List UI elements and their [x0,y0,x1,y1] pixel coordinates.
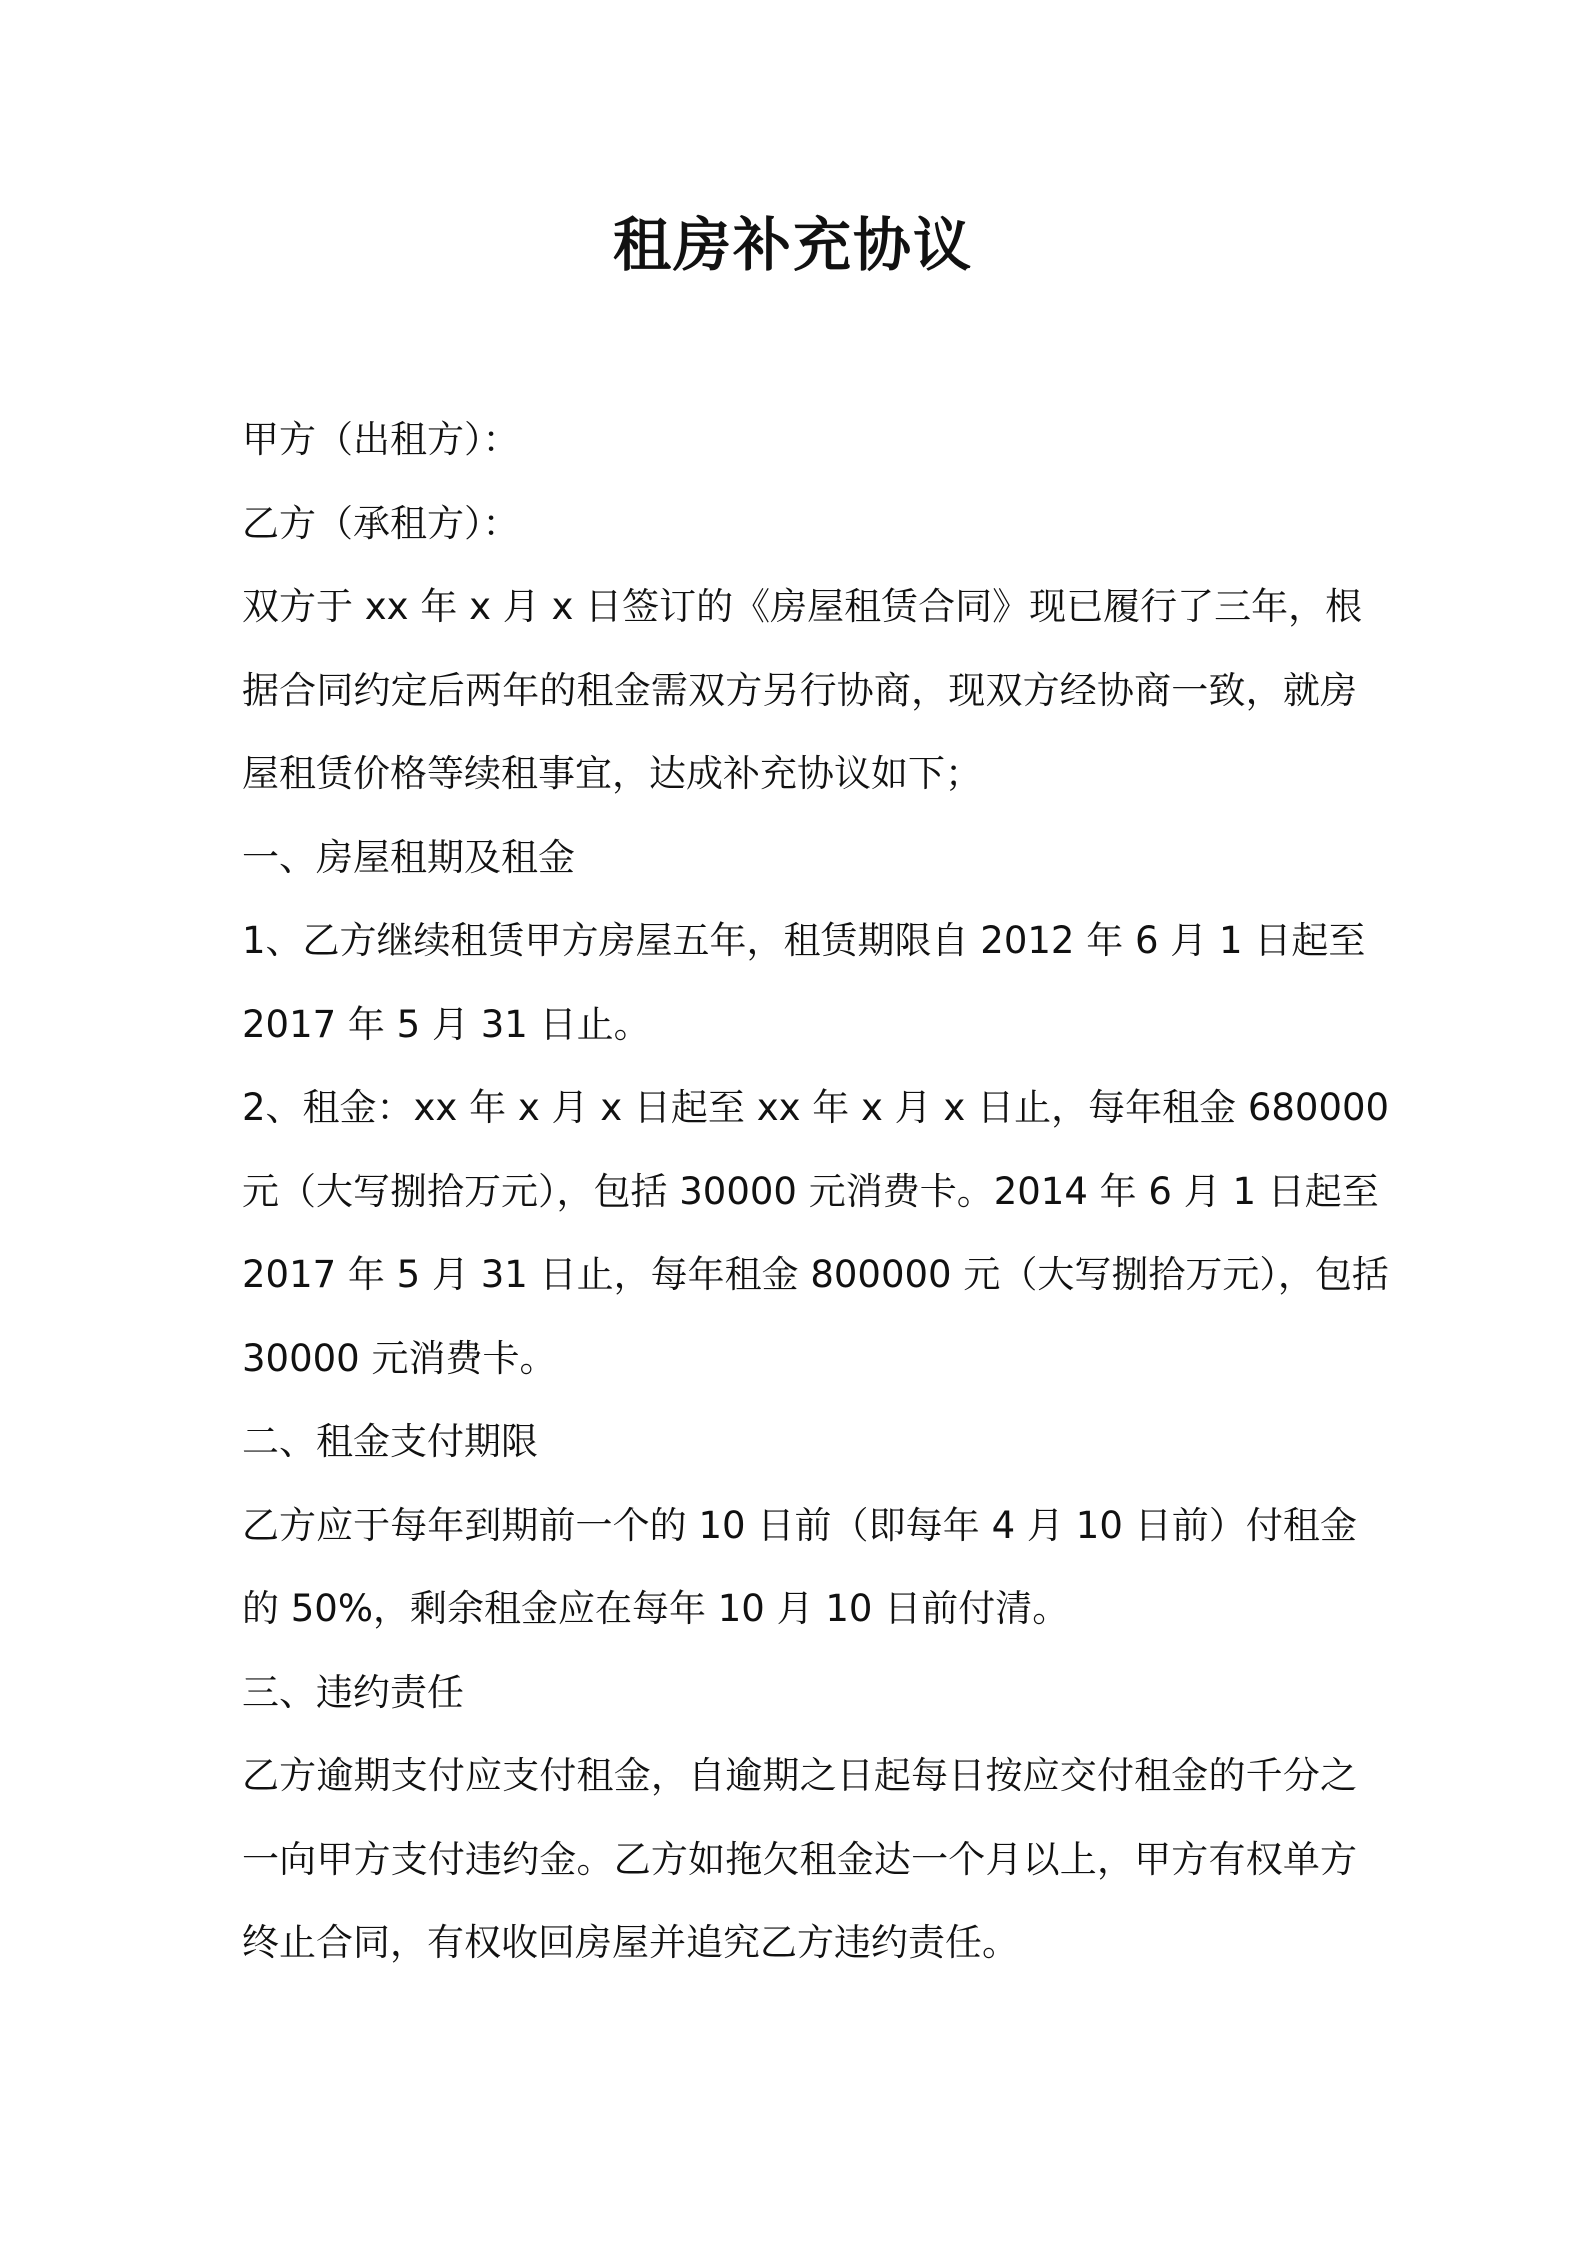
section-heading-payment-deadline: 二、租金支付期限 [242,1420,538,1463]
breach-paragraph-line: 一向甲方支付违约金。乙方如拖欠租金达一个月以上，甲方有权单方 [242,1837,1357,1881]
breach-paragraph-line: 终止合同，有权收回房屋并追究乙方违约责任。 [242,1921,1019,1964]
document-body [242,398,1390,1985]
section-heading-breach-liability: 三、违约责任 [242,1670,464,1714]
section-heading-term-rent: 一、房屋租期及租金 [242,835,575,879]
payment-paragraph-line: 的 50%，剩余租金应在每年 10 月 10 日前付清。 [242,1587,1070,1630]
intro-paragraph-line: 双方于 xx 年 x 月 x 日签订的《房屋租赁合同》现已履行了三年，根 [242,585,1363,628]
clause-2-line: 2017 年 5 月 31 日止，每年租金 800000 元（大写捌拾万元），包括 [242,1253,1389,1296]
party-b-line: 乙方（承租方）： [242,501,520,545]
payment-paragraph-line: 乙方应于每年到期前一个的 10 日前（即每年 4 月 10 日前）付租金 [242,1503,1357,1547]
intro-paragraph-line: 据合同约定后两年的租金需双方另行协商，现双方经协商一致，就房 [242,668,1357,712]
breach-paragraph-line: 乙方逾期支付应支付租金，自逾期之日起每日按应交付租金的千分之 [242,1754,1357,1797]
clause-2-line: 元（大写捌拾万元），包括 30000 元消费卡。2014 年 6 月 1 日起至 [242,1169,1379,1213]
document-title: 租房补充协议 [612,211,973,279]
clause-2-line: 30000 元消费卡。 [242,1336,557,1380]
clause-2-line: 2、租金：xx 年 x 月 x 日起至 xx 年 x 月 x 日止，每年租金 680000 [242,1086,1390,1129]
intro-paragraph-line: 屋租赁价格等续租事宜，达成补充协议如下； [242,752,982,795]
clause-1-line: 2017 年 5 月 31 日止。 [242,1002,651,1046]
clause-1-line: 1、乙方继续租赁甲方房屋五年，租赁期限自 2012 年 6 月 1 日起至 [242,919,1366,962]
party-a-line: 甲方（出租方）： [242,418,520,461]
